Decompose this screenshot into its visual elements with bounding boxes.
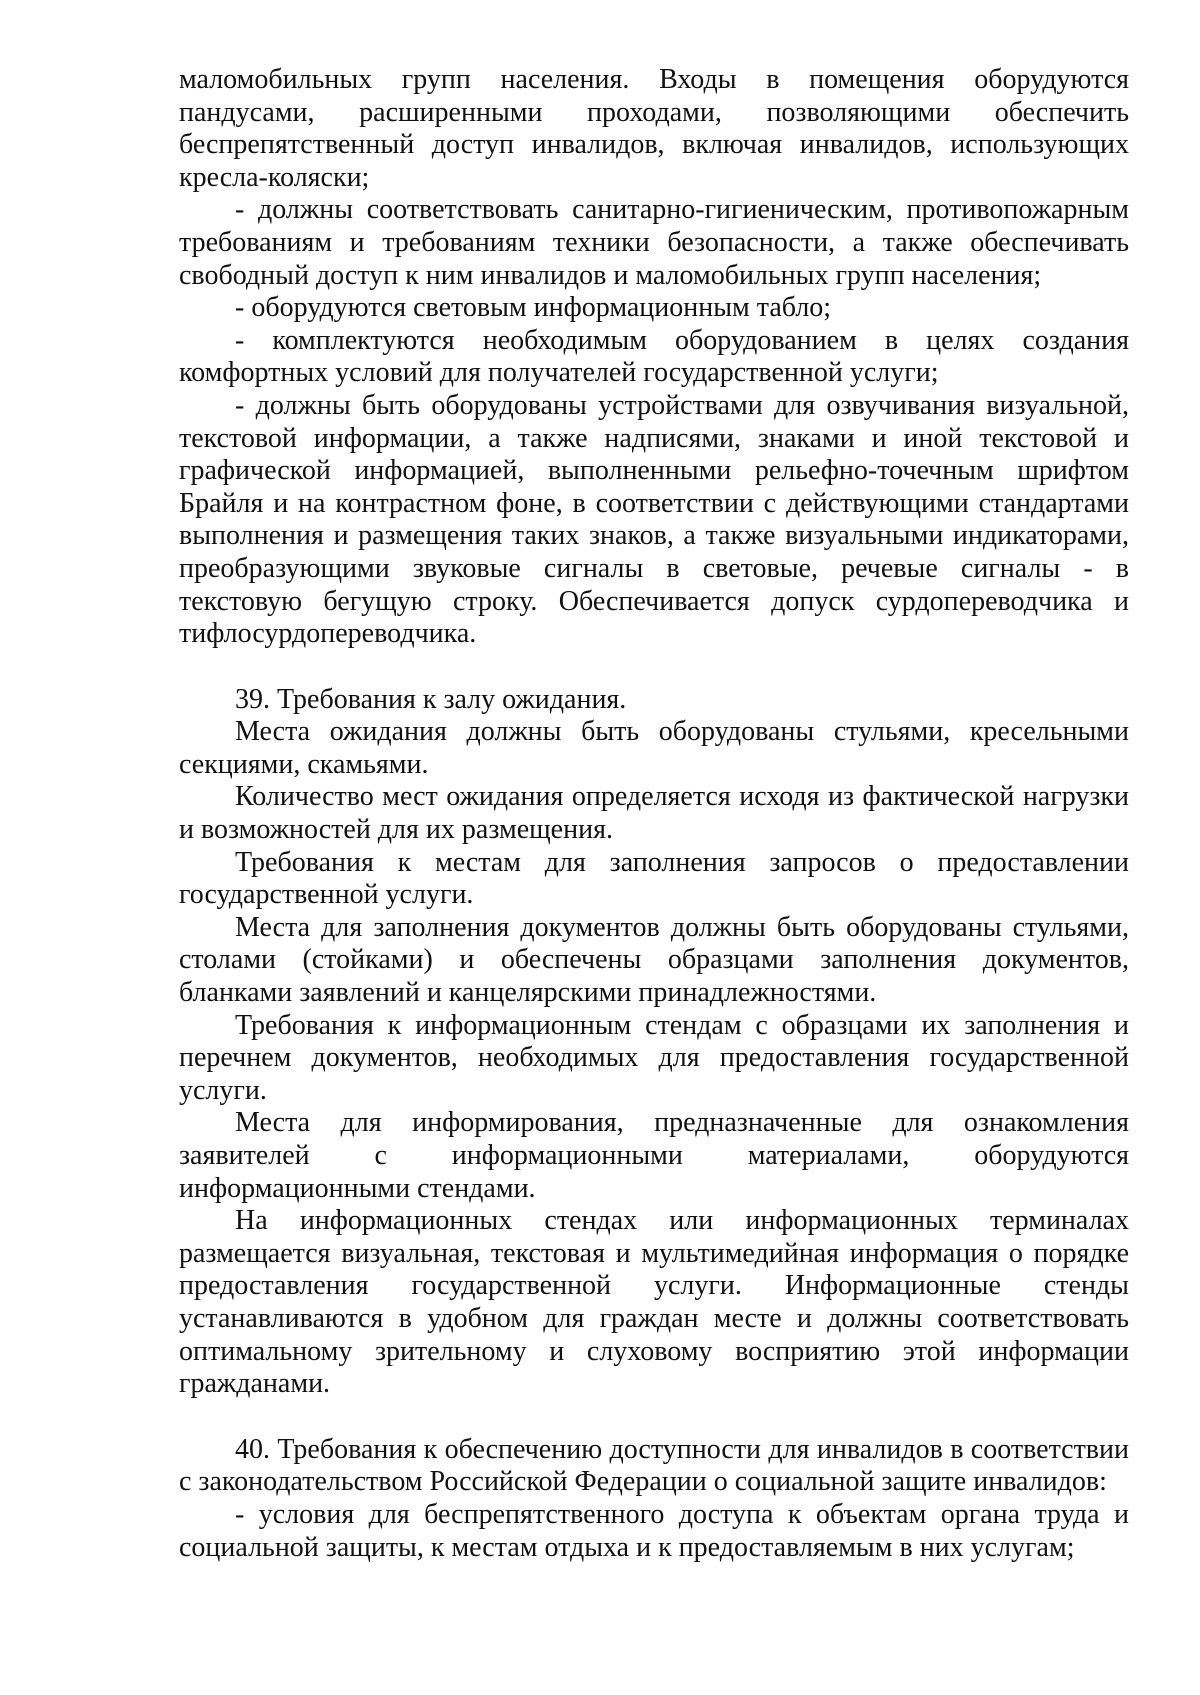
paragraph-waiting-seats: Места ожидания должны быть оборудованы стульями, кресельными секциями, скамьями.: [179, 716, 1129, 780]
section-40-heading: 40. Требования к обеспечению доступности для инвалидов в соответствии с законодательством Российской Федерации о социальной защите инвалидов:: [179, 1433, 1129, 1498]
paragraph-access-conditions: - условия для беспрепятственного доступа к объектам органа труда и социальной защиты, к местам отдыха и к предоставляемым в них услугам;: [179, 1498, 1129, 1563]
paragraph-sanitary-requirements: - должны соответствовать санитарно-гигиеническим, противопожарным требованиям и требованиям техники безопасности, а также обеспечивать свободный доступ к ним инвалидов и маломобильных групп населения;: [179, 194, 1129, 291]
section-gap: [179, 651, 1129, 684]
paragraph-seat-count: Количество мест ожидания определяется исходя из фактической нагрузки и возможностей для их размещения.: [179, 781, 1129, 846]
paragraph-audio-braille: - должны быть оборудованы устройствами для озвучивания визуальной, текстовой информации, а также надписями, знаками и иной текстовой и графической информацией, выполненными рельефно-точечным шрифтом Брайля и на контрастном фоне, в соответствии с действующими стандартами выполнения и размещения таких знаков, а также визуальными индикаторами, преобразующими звуковые сигналы в световые, речевые сигналы - в текстовую бегущую строку. Обеспечивается допуск сурдопереводчика и тифлосурдопереводчика.: [179, 389, 1129, 650]
paragraph-form-places-heading: Требования к местам для заполнения запросов о предоставлении государственной услуги.: [179, 846, 1129, 911]
document-page: [179, 64, 1129, 1564]
paragraph-mobility-entrances: маломобильных групп населения. Входы в помещения оборудуются пандусами, расширенными проходами, позволяющими обеспечить беспрепятственный доступ инвалидов, включая инвалидов, использующих кресла-коляски;: [179, 64, 1129, 193]
paragraph-equipment: - комплектуются необходимым оборудованием в целях создания комфортных условий для получателей государственной услуги;: [179, 324, 1129, 389]
paragraph-form-places: Места для заполнения документов должны быть оборудованы стульями, столами (стойками) и обеспечены образцами заполнения документов, бланками заявлений и канцелярскими принадлежностями.: [179, 911, 1129, 1009]
paragraph-info-places: Места для информирования, предназначенные для ознакомления заявителей с информационными материалами, оборудуются информационными стендами.: [179, 1107, 1129, 1204]
paragraph-info-stands-heading: Требования к информационным стендам с образцами их заполнения и перечнем документов, необходимых для предоставления государственной услуги.: [179, 1009, 1129, 1106]
paragraph-light-board: - оборудуются световым информационным табло;: [235, 292, 832, 324]
section-39-heading: 39. Требования к залу ожидания.: [235, 683, 627, 715]
paragraph-info-stands: На информационных стендах или информационных терминалах размещается визуальная, текстовая и мультимедийная информация о порядке предоставления государственной услуги. Информационные стенды устанавливаются в удобном для граждан месте и должны соответствовать оптимальному зрительному и слуховому восприятию этой информации гражданами.: [179, 1205, 1129, 1400]
section-gap: [179, 1401, 1129, 1434]
